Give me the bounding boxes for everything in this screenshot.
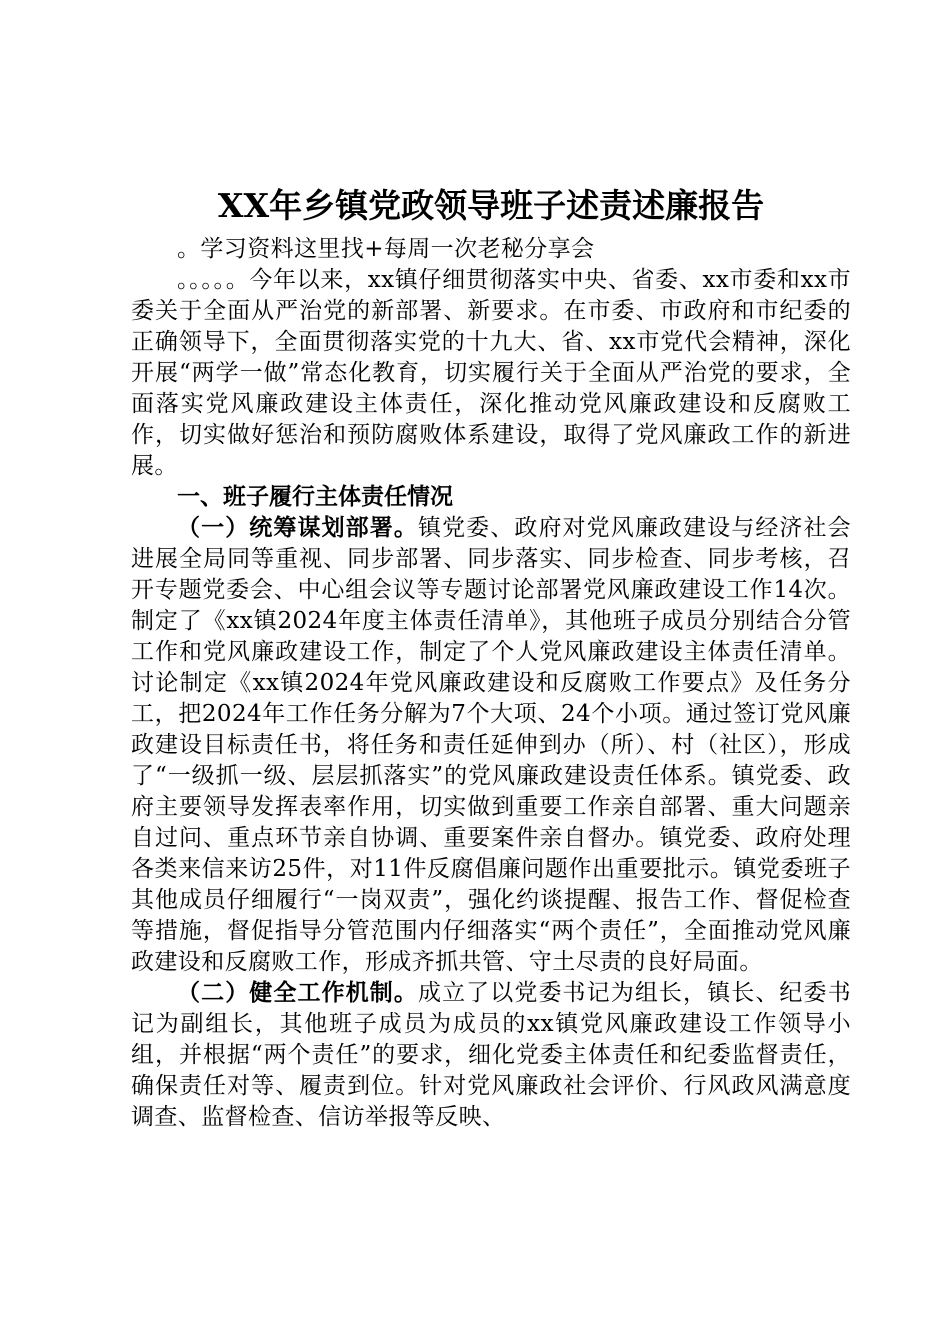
subsection-2-paragraph — [131, 978, 851, 1133]
subsection-2-lead: （二）健全工作机制。 — [177, 980, 418, 1006]
document-title: XX年乡镇党政领导班子述责述廉报告 — [217, 186, 765, 225]
subsection-1-paragraph — [131, 513, 851, 978]
section-heading: 一、班子履行主体责任情况 — [177, 484, 453, 510]
subsection-1-text: 镇党委、政府对党风廉政建设与经济社会进展全局同等重视、同步部署、同步落实、同步检查、同步考核，召开专题党委会、中心组会议等专题讨论部署党风廉政建设工作14次。制定了《xx镇2024年度主体责任清单》，其他班子成员分别结合分管工作和党风廉政建设工作，制定了个人党风廉政建设主体责任清单。讨论制定《xx镇2024年党风廉政建设和反腐败工作要点》及任务分工，把2024年工作任务分解为7个大项、24个小项。通过签订党风廉政建设目标责任书，将任务和责任延伸到办（所）、村（社区），形成了“一级抓一级、层层抓落实”的党风廉政建设责任体系。镇党委、政府主要领导发挥表率作用，切实做到重要工作亲自部署、重大问题亲自过问、重点环节亲自协调、重要案件亲自督办。镇党委、政府处理各类来信来访25件，对11件反腐倡廉问题作出重要批示。镇党委班子其他成员仔细履行“一岗双责”，强化约谈提醒、报告工作、督促检查等措施，督促指导分管范围内仔细落实“两个责任”，全面推动党风廉政建设和反腐败工作，形成齐抓共管、守土尽责的良好局面。 — [131, 515, 852, 975]
intro-paragraph: 。。。。。今年以来，xx镇仔细贯彻落实中央、省委、xx市委和xx市委关于全面从严治党的新部署、新要求。在市委、市政府和市纪委的正确领导下，全面贯彻落实党的十九大、省、xx市党代会精神，深化开展“两学一做”常态化教育，切实履行关于全面从严治党的要求，全面落实党风廉政建设主体责任，深化推动党风廉政建设和反腐败工作，切实做好惩治和预防腐败体系建设，取得了党风廉政工作的新进展。 — [131, 267, 851, 479]
promo-note: 。学习资料这里找+每周一次老秘分享会 — [177, 236, 595, 262]
subsection-1-lead: （一）统筹谋划部署。 — [177, 515, 418, 541]
document-page — [131, 178, 851, 1133]
subsection-2-text: 成立了以党委书记为组长，镇长、纪委书记为副组长，其他班子成员为成员的xx镇党风廉政建设工作领导小组，并根据“两个责任”的要求，细化党委主体责任和纪委监督责任，确保责任对等、履责到位。针对党风廉政社会评价、行风政风满意度调查、监督检查、信访举报等反映、 — [131, 980, 852, 1130]
